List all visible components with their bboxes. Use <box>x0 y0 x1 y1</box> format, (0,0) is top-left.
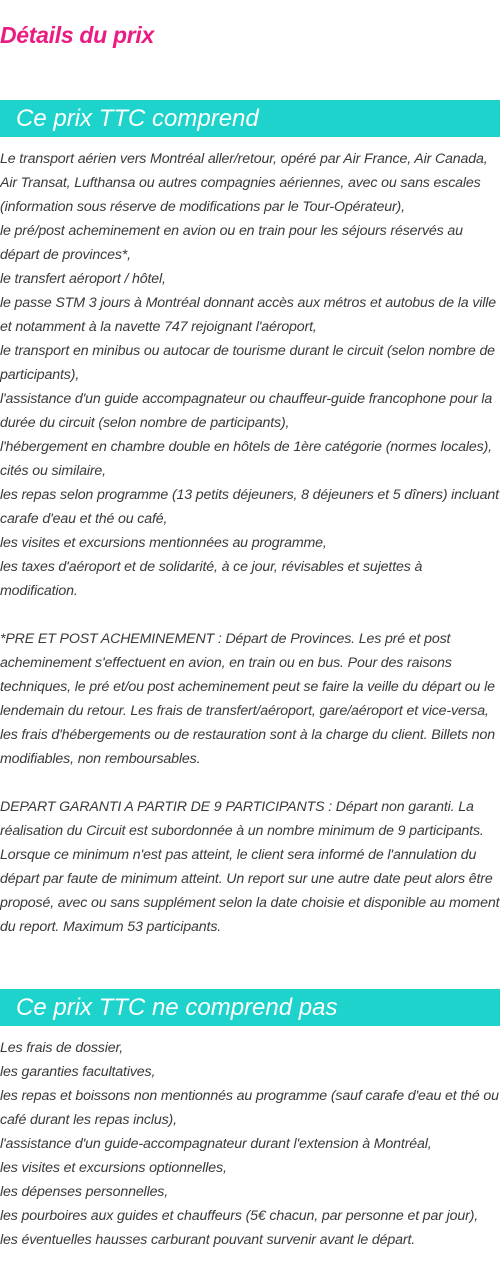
paragraph-spacer <box>0 771 500 795</box>
list-item: les repas selon programme (13 petits déjeuners, 8 déjeuners et 5 dîners) incluant carafe d'eau et thé ou café, <box>0 487 499 527</box>
list-item: le pré/post acheminement en avion ou en train pour les séjours réservés au départ de provinces*, <box>0 223 463 263</box>
list-item: les repas et boissons non mentionnés au programme (sauf carafe d'eau et thé ou café durant les repas inclus), <box>0 1088 499 1128</box>
included-section-header: Ce prix TTC comprend <box>0 100 500 137</box>
list-item: les éventuelles hausses carburant pouvant survenir avant le départ. <box>0 1232 416 1248</box>
excluded-section-header: Ce prix TTC ne comprend pas <box>0 989 500 1026</box>
paragraph-spacer <box>0 603 500 627</box>
list-item: Le transport aérien vers Montréal aller/retour, opéré par Air France, Air Canada, Air Transat, Lufthansa ou autres compagnies aériennes, avec ou sans escales (information sous réserve de modifications par le Tour-Opérateur), <box>0 151 488 215</box>
list-item: les garanties facultatives, <box>0 1064 156 1080</box>
excluded-list <box>0 1036 500 1252</box>
list-item: les visites et excursions optionnelles, <box>0 1160 227 1176</box>
list-item: le transfert aéroport / hôtel, <box>0 271 166 287</box>
list-item: le passe STM 3 jours à Montréal donnant accès aux métros et autobus de la ville et notamment à la navette 747 rejoignant l'aéroport, <box>0 295 497 335</box>
list-item: l'assistance d'un guide accompagnateur ou chauffeur-guide francophone pour la durée du circuit (selon nombre de participants), <box>0 391 493 431</box>
list-item: les visites et excursions mentionnées au programme, <box>0 535 327 551</box>
depart-garanti-note: DEPART GARANTI A PARTIR DE 9 PARTICIPANTS : Départ non garanti. La réalisation du Circuit est subordonnée à un nombre minimum de 9 participants. Lorsque ce minimum n'est pas atteint, le client sera informé de l'annulation du départ par faute de minimum atteint. Un report sur une autre date peut alors être proposé, avec ou sans supplément selon la date choisie et disponible au moment du report. Maximum 53 participants. <box>0 799 500 935</box>
list-item: l'hébergement en chambre double en hôtels de 1ère catégorie (normes locales), cités ou similaire, <box>0 439 492 479</box>
list-item: les dépenses personnelles, <box>0 1184 169 1200</box>
acheminement-note: *PRE ET POST ACHEMINEMENT : Départ de Provinces. Les pré et post acheminement s'effectuent en avion, en train ou en bus. Pour des raisons techniques, le pré et/ou post acheminement peut se faire la veille du départ ou le lendemain du retour. Les frais de transfert/aéroport, gare/aéroport et vice-versa, les frais d'hébergements ou de restauration sont à la charge du client. Billets non modifiables, non remboursables. <box>0 631 496 767</box>
list-item: l'assistance d'un guide-accompagnateur durant l'extension à Montréal, <box>0 1136 432 1152</box>
page-title: Détails du prix <box>0 22 154 48</box>
included-list <box>0 147 500 939</box>
list-item: les taxes d'aéroport et de solidarité, à ce jour, révisables et sujettes à modification. <box>0 559 423 599</box>
list-item: le transport en minibus ou autocar de tourisme durant le circuit (selon nombre de participants), <box>0 343 495 383</box>
list-item: Les frais de dossier, <box>0 1040 124 1056</box>
list-item: les pourboires aux guides et chauffeurs (5€ chacun, par personne et par jour), <box>0 1208 479 1224</box>
